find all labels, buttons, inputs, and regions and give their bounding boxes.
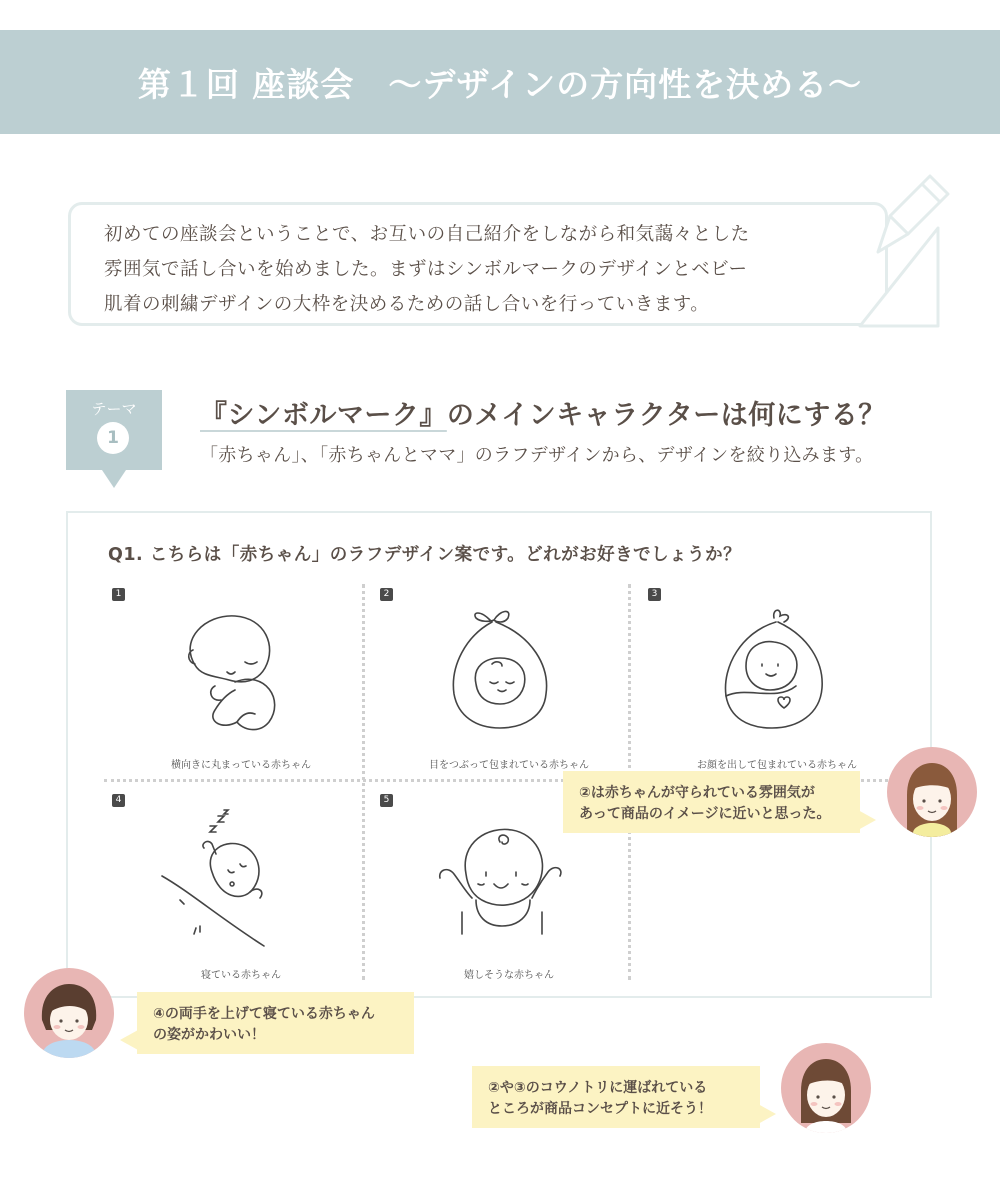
design-caption: お顔を出して包まれている赤ちゃん bbox=[697, 760, 857, 771]
question-text: Q1. こちらは「赤ちゃん」のラフデザイン案です。どれがお好きでしょうか？ bbox=[108, 545, 742, 565]
woman-face-icon bbox=[887, 747, 977, 837]
theme-title-rest: のメインキャラクターは何にする？ bbox=[446, 400, 886, 431]
comment-bubble-2-tail bbox=[120, 1030, 138, 1050]
woman-face-icon bbox=[781, 1043, 871, 1133]
design-number-badge: 4 bbox=[112, 794, 125, 807]
swaddled-baby-illustration bbox=[446, 606, 556, 736]
theme-badge bbox=[66, 390, 162, 470]
design-caption: 寝ている赤ちゃん bbox=[201, 970, 281, 981]
design-number-badge: 3 bbox=[648, 588, 661, 601]
design-card-4[interactable] bbox=[110, 794, 372, 994]
comment-1-line-1: ②は赤ちゃんが守られている雰囲気が bbox=[579, 785, 815, 801]
comment-bubble-3-tail bbox=[758, 1104, 776, 1124]
woman-face-icon bbox=[24, 968, 114, 1058]
comment-bubble-1-tail bbox=[858, 810, 876, 830]
header-banner bbox=[0, 30, 1000, 134]
comment-3-line-1: ②や③のコウノトリに運ばれている bbox=[488, 1080, 708, 1096]
wrapped-baby-heart-illustration bbox=[716, 606, 831, 736]
comment-2-line-1: ④の両手を上げて寝ている赤ちゃん bbox=[153, 1006, 375, 1022]
avatar-woman-bob-hair bbox=[24, 968, 114, 1058]
page-title: 第１回 座談会 〜デザインの方向性を決める〜 bbox=[137, 64, 863, 104]
theme-title bbox=[200, 393, 886, 432]
design-card-3[interactable] bbox=[646, 588, 908, 788]
theme-number: 1 bbox=[97, 422, 129, 454]
design-caption: 嬉しそうな赤ちゃん bbox=[464, 970, 554, 981]
curled-baby-illustration bbox=[165, 610, 295, 740]
design-number-badge: 1 bbox=[112, 588, 125, 601]
theme-title-highlight: 『シンボルマーク』 bbox=[200, 400, 447, 431]
intro-line-2: 雰囲気で話し合いを始めました。まずはシンボルマークのデザインとベビー bbox=[104, 259, 748, 280]
design-card-1[interactable] bbox=[110, 588, 372, 788]
avatar-woman-medium-hair bbox=[781, 1043, 871, 1133]
pencil-icon bbox=[820, 168, 955, 333]
design-card-2[interactable] bbox=[378, 588, 640, 788]
theme-badge-pointer bbox=[102, 470, 126, 488]
intro-line-3: 肌着の刺繍デザインの大枠を決めるための話し合いを行っていきます。 bbox=[104, 294, 710, 315]
intro-line-1: 初めての座談会ということで、お互いの自己紹介をしながら和気藹々とした bbox=[104, 224, 750, 245]
comment-3-line-2: ところが商品コンセプトに近そう！ bbox=[488, 1101, 712, 1117]
avatar-woman-long-hair bbox=[887, 747, 977, 837]
design-caption: 横向きに丸まっている赤ちゃん bbox=[171, 760, 311, 771]
theme-label: テーマ bbox=[91, 400, 137, 418]
comment-2-line-2: の姿がかわいい！ bbox=[153, 1027, 265, 1043]
happy-baby-illustration bbox=[436, 822, 566, 942]
comment-bubble-1 bbox=[563, 771, 860, 833]
design-number-badge: 2 bbox=[380, 588, 393, 601]
intro-box bbox=[68, 202, 888, 326]
design-caption: 目をつぶって包まれている赤ちゃん bbox=[429, 760, 589, 771]
comment-bubble-2 bbox=[137, 992, 414, 1054]
sleeping-baby-illustration bbox=[160, 808, 290, 958]
comment-1-line-2: あって商品のイメージに近いと思った。 bbox=[579, 806, 831, 822]
theme-subtitle: 「赤ちゃん」、「赤ちゃんとママ」のラフデザインから、デザインを絞り込みます。 bbox=[200, 445, 874, 466]
comment-bubble-3 bbox=[472, 1066, 760, 1128]
design-number-badge: 5 bbox=[380, 794, 393, 807]
